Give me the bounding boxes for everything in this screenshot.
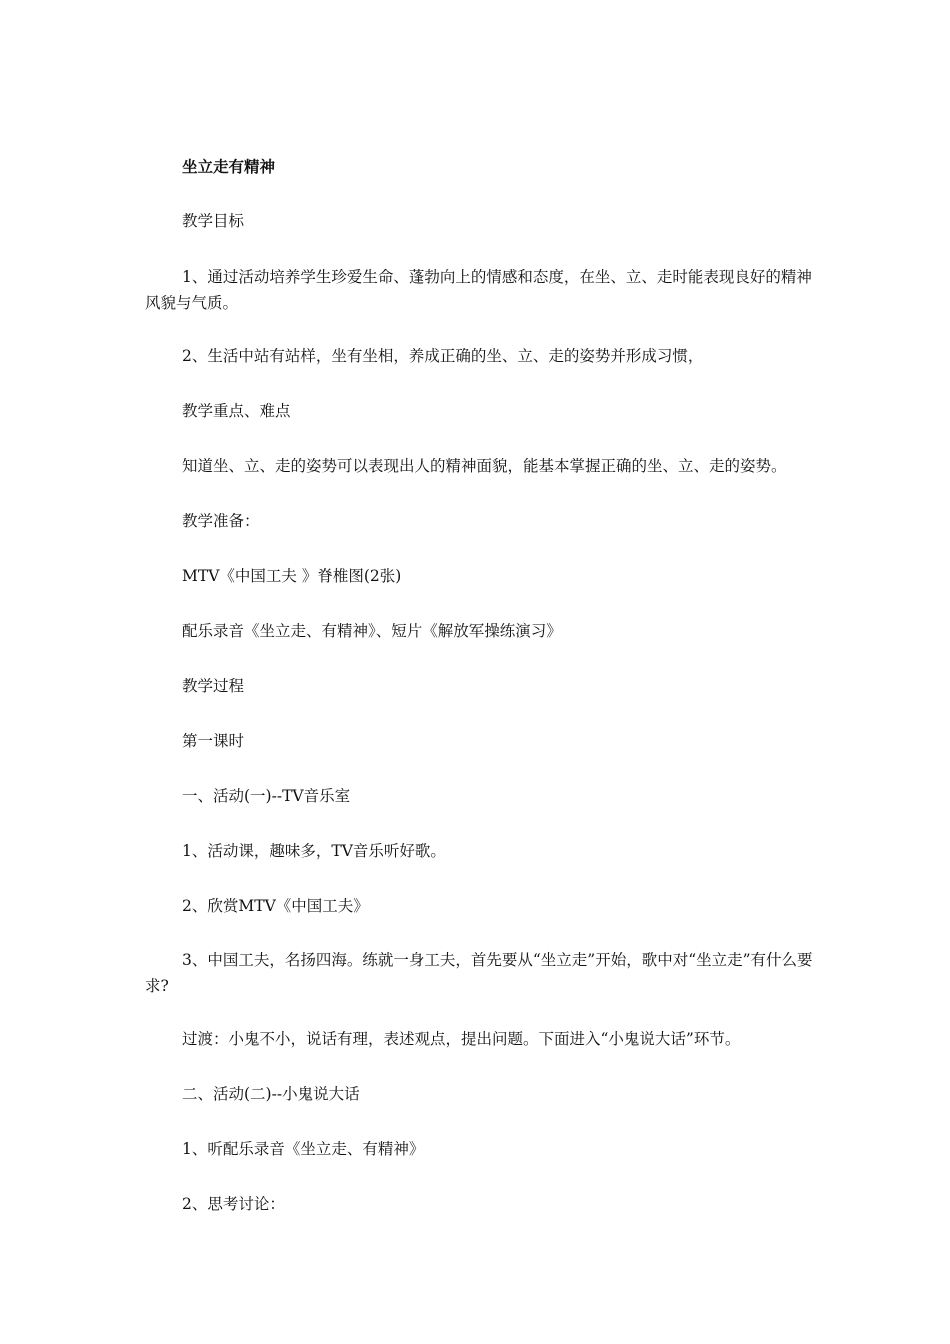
paragraph-preparation-2: 配乐录音《坐立走、有精神》、短片《解放军操练演习》	[182, 622, 562, 640]
paragraph-objective-2: 2、生活中站有站样，坐有坐相，养成正确的坐、立、走的姿势并形成习惯，	[182, 347, 704, 365]
paragraph-activity-1-step-3: 3、中国工夫，名扬四海。练就一身工夫，首先要从“坐立走”开始，歌中对“坐立走”有什么要求?	[145, 951, 813, 995]
section-heading-key-points: 教学重点、难点	[182, 402, 291, 420]
document-title: 坐立走有精神	[182, 157, 276, 176]
paragraph-activity-1-step-1: 1、活动课，趣味多，TV音乐听好歌。	[182, 842, 446, 860]
section-heading-process: 教学过程	[182, 677, 245, 695]
paragraph-lesson-1: 第一课时	[182, 732, 245, 750]
paragraph-activity-2: 二、活动(二)--小鬼说大话	[182, 1085, 360, 1103]
paragraph-transition: 过渡：小鬼不小，说话有理，表述观点，提出问题。下面进入“小鬼说大话”环节。	[182, 1030, 741, 1048]
section-heading-preparation: 教学准备：	[182, 512, 260, 530]
paragraph-preparation-1: MTV《中国工夫 》脊椎图(2张)	[182, 567, 402, 585]
paragraph-activity-2-step-1: 1、听配乐录音《坐立走、有精神》	[182, 1140, 425, 1158]
paragraph-activity-1: 一、活动(一)--TV音乐室	[182, 787, 351, 805]
section-heading-objectives: 教学目标	[182, 212, 245, 230]
paragraph-objective-1: 1、通过活动培养学生珍爱生命、蓬勃向上的情感和态度，在坐、立、走时能表现良好的精神风貌与气质。	[145, 268, 812, 312]
paragraph-activity-1-step-2: 2、欣赏MTV《中国工夫》	[182, 897, 369, 915]
paragraph-key-points: 知道坐、立、走的姿势可以表现出人的精神面貌，能基本掌握正确的坐、立、走的姿势。	[182, 457, 787, 475]
paragraph-activity-2-step-2: 2、思考讨论：	[182, 1195, 285, 1213]
